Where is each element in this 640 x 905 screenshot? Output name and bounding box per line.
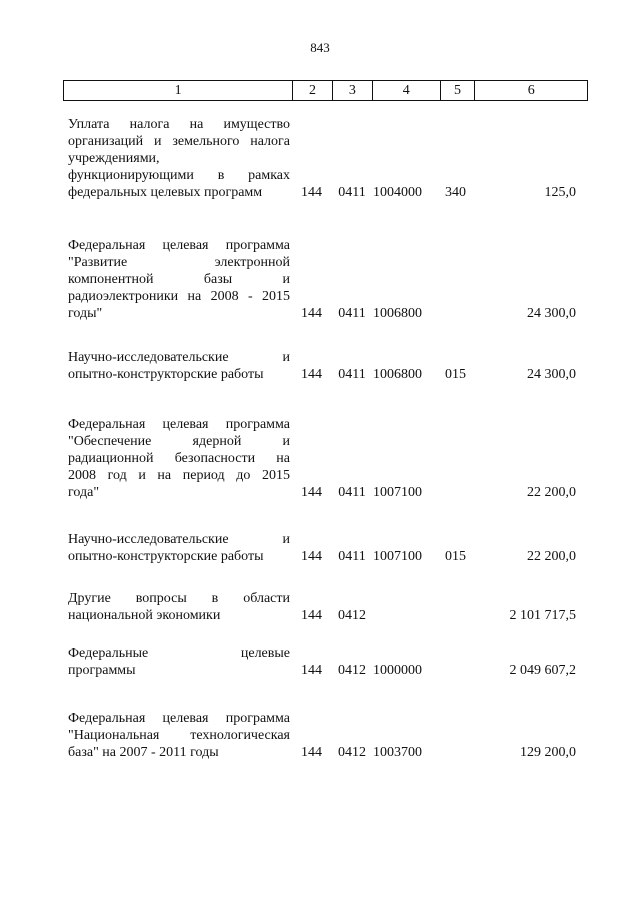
row-col-6: 22 200,0 xyxy=(527,485,576,500)
header-col-6: 6 xyxy=(527,83,535,98)
description-line: 2008 год и на период до 2015 xyxy=(68,468,290,483)
row-col-6: 125,0 xyxy=(544,185,576,200)
description-line: программы xyxy=(68,663,136,678)
table-row xyxy=(63,645,588,679)
description-line: национальной экономики xyxy=(68,608,221,623)
row-col-3: 0412 xyxy=(338,745,366,760)
row-description xyxy=(63,116,290,201)
table-row xyxy=(63,710,588,761)
description-line: года" xyxy=(68,485,100,500)
row-col-4: 1007100 xyxy=(373,549,422,564)
table-row xyxy=(63,531,588,565)
row-col-4: 1007100 xyxy=(373,485,422,500)
header-col-2: 2 xyxy=(293,81,333,100)
row-col-4: 1000000 xyxy=(373,663,422,678)
description-line: компонентной базы и xyxy=(68,272,290,287)
row-col-5: 015 xyxy=(445,367,466,382)
description-line: опытно-конструкторские работы xyxy=(68,367,264,382)
row-description xyxy=(63,710,290,761)
row-col-3: 0411 xyxy=(338,306,366,321)
description-line: "Национальная технологическая xyxy=(68,728,290,743)
row-col-5: 340 xyxy=(445,185,466,200)
row-col-4: 1003700 xyxy=(373,745,422,760)
description-line: Научно-исследовательские и xyxy=(68,350,290,365)
row-col-4: 1006800 xyxy=(373,306,422,321)
description-line: Федеральные целевые xyxy=(68,646,290,661)
description-line: Уплата налога на имущество xyxy=(68,117,290,132)
description-line: Другие вопросы в области xyxy=(68,591,290,606)
description-line: федеральных целевых программ xyxy=(68,185,263,200)
description-line: "Обеспечение ядерной и xyxy=(68,434,290,449)
description-line: функционирующими в рамках xyxy=(68,168,290,183)
description-line: "Развитие электронной xyxy=(68,255,290,270)
description-line: Федеральная целевая программа xyxy=(68,238,290,253)
description-line: Федеральная целевая программа xyxy=(68,417,290,432)
description-line: организаций и земельного налога xyxy=(68,134,290,149)
row-col-2: 144 xyxy=(301,306,322,321)
row-col-2: 144 xyxy=(301,745,322,760)
page-number: 843 xyxy=(310,40,330,55)
row-col-6: 129 200,0 xyxy=(520,745,576,760)
row-col-3: 0412 xyxy=(338,608,366,623)
header-col-3: 3 xyxy=(333,81,373,100)
table-row xyxy=(63,237,588,322)
table-row xyxy=(63,349,588,383)
description-line: база" на 2007 - 2011 годы xyxy=(68,745,219,760)
row-col-2: 144 xyxy=(301,367,322,382)
table-header xyxy=(63,80,588,101)
row-col-6: 22 200,0 xyxy=(527,549,576,564)
header-col-1: 1 xyxy=(64,81,293,100)
row-description xyxy=(63,531,290,565)
description-line: радиационной безопасности на xyxy=(68,451,290,466)
description-line: годы" xyxy=(68,306,103,321)
row-col-6: 24 300,0 xyxy=(527,306,576,321)
description-line: опытно-конструкторские работы xyxy=(68,549,264,564)
row-col-3: 0411 xyxy=(338,367,366,382)
table-row xyxy=(63,416,588,501)
header-col-5: 5 xyxy=(441,81,476,100)
table-row xyxy=(63,590,588,624)
description-line: радиоэлектроники на 2008 - 2015 xyxy=(68,289,290,304)
row-col-2: 144 xyxy=(301,485,322,500)
description-line: учреждениями, xyxy=(68,151,160,166)
row-col-4: 1006800 xyxy=(373,367,422,382)
row-description xyxy=(63,416,290,501)
header-col-4: 4 xyxy=(373,81,441,100)
row-col-5: 015 xyxy=(445,549,466,564)
table-row xyxy=(63,116,588,201)
row-col-2: 144 xyxy=(301,549,322,564)
row-col-3: 0411 xyxy=(338,549,366,564)
row-col-6: 2 049 607,2 xyxy=(509,663,576,678)
description-line: Федеральная целевая программа xyxy=(68,711,290,726)
description-line: Научно-исследовательские и xyxy=(68,532,290,547)
row-col-6: 24 300,0 xyxy=(527,367,576,382)
row-col-6: 2 101 717,5 xyxy=(509,608,576,623)
row-col-2: 144 xyxy=(301,663,322,678)
row-description xyxy=(63,590,290,624)
row-col-3: 0411 xyxy=(338,185,366,200)
row-col-3: 0411 xyxy=(338,485,366,500)
row-description xyxy=(63,349,290,383)
row-col-4: 1004000 xyxy=(373,185,422,200)
row-description xyxy=(63,645,290,679)
row-col-2: 144 xyxy=(301,608,322,623)
row-description xyxy=(63,237,290,322)
row-col-3: 0412 xyxy=(338,663,366,678)
row-col-2: 144 xyxy=(301,185,322,200)
